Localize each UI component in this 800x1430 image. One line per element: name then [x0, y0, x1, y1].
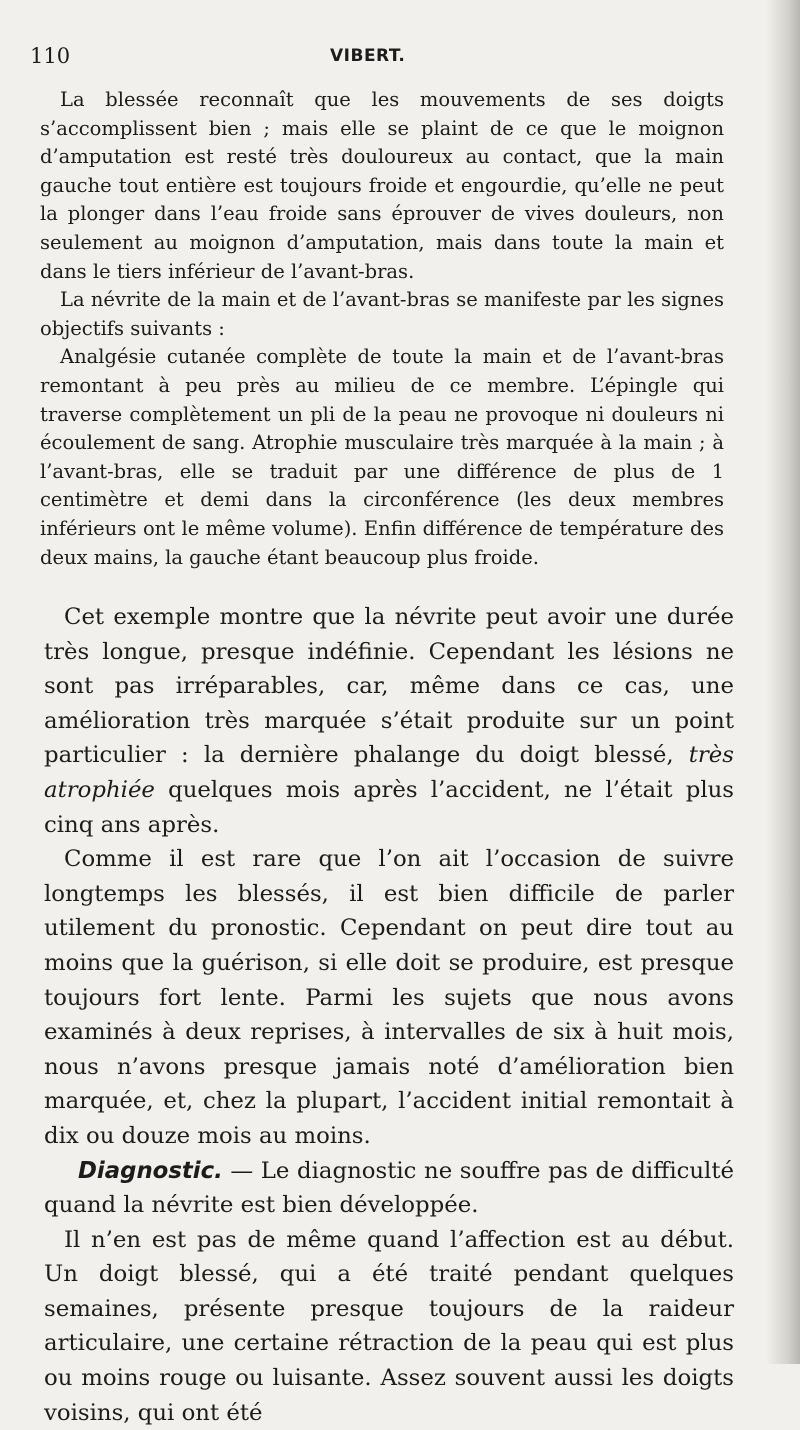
paragraph — [44, 600, 734, 842]
page-header — [30, 44, 750, 78]
main-text-block — [44, 600, 734, 1430]
paragraph: La blessée reconnaît que les mouvements de ses doigts s’accomplissent bien ; mais elle se plaint de ce que le moignon d’amputation est resté très douloureux au contact, que la main gauche tout entière est toujours froide et engourdie, qu’elle ne peut la plonger dans l’eau froide sans éprouver de vives douleurs, non seulement au moignon d’amputation, mais dans toute la main et dans le tiers inférieur de l’avant-bras. — [40, 88, 724, 283]
paragraph: Comme il est rare que l’on ait l’occasion de suivre longtemps les blessés, il est bien difficile de parler utilement du pronostic. Cependant on peut dire tout au moins que la guérison, si elle doit se produire, est presque toujours fort lente. Parmi les sujets que nous avons examinés à deux reprises, à intervalles de six à huit mois, nous n’avons presque jamais noté d’amélioration bien marquée, et, chez la plupart, l’accident initial remontait à dix ou douze mois au moins. — [44, 846, 734, 1149]
emphasis-text: très atrophiée — [44, 742, 734, 803]
page-number: 110 — [30, 44, 71, 68]
paragraph: La névrite de la main et de l’avant-bras se manifeste par les signes objectifs suivants : — [40, 288, 724, 340]
section-heading: Diagnostic. — [78, 1157, 223, 1184]
page-edge-shadow — [766, 0, 800, 1364]
text-run: Cet exemple montre que la névrite peut avoir une durée très longue, presque indéfinie. Cependant les lésions ne sont pas irréparables, car, même dans ce cas, une amélioration très marquée s’était produite sur un point particulier : la dernière phalange du doigt blessé, — [44, 604, 734, 769]
running-head: VIBERT. — [330, 46, 406, 66]
case-report-block — [40, 86, 724, 572]
text-run: quelques mois après l’accident, ne l’était plus cinq ans après. — [44, 776, 734, 838]
paragraph: Analgésie cutanée complète de toute la main et de l’avant-bras remontant à peu près au milieu de ce membre. L’épingle qui traverse complètement un pli de la peau ne provoque ni douleurs ni écoulement de sang. Atrophie musculaire très marquée à la main ; à l’avant-bras, elle se traduit par une différence de plus de 1 centimètre et demi dans la circonférence (les deux membres inférieurs ont le même volume). Enfin différence de température des deux mains, la gauche étant beaucoup plus froide. — [40, 345, 724, 569]
text-run: — Le diagnostic ne souffre pas de difficulté quand la névrite est bien développée. — [44, 1157, 734, 1219]
paragraph: Il n’en est pas de même quand l’affection est au début. Un doigt blessé, qui a été traité pendant quelques semaines, présente presque toujours de la raideur articulaire, une certaine rétraction de la peau qui est plus ou moins rouge ou luisante. Assez souvent aussi les doigts voisins, qui ont été — [44, 1226, 734, 1426]
diagnostic-paragraph — [44, 1154, 734, 1223]
